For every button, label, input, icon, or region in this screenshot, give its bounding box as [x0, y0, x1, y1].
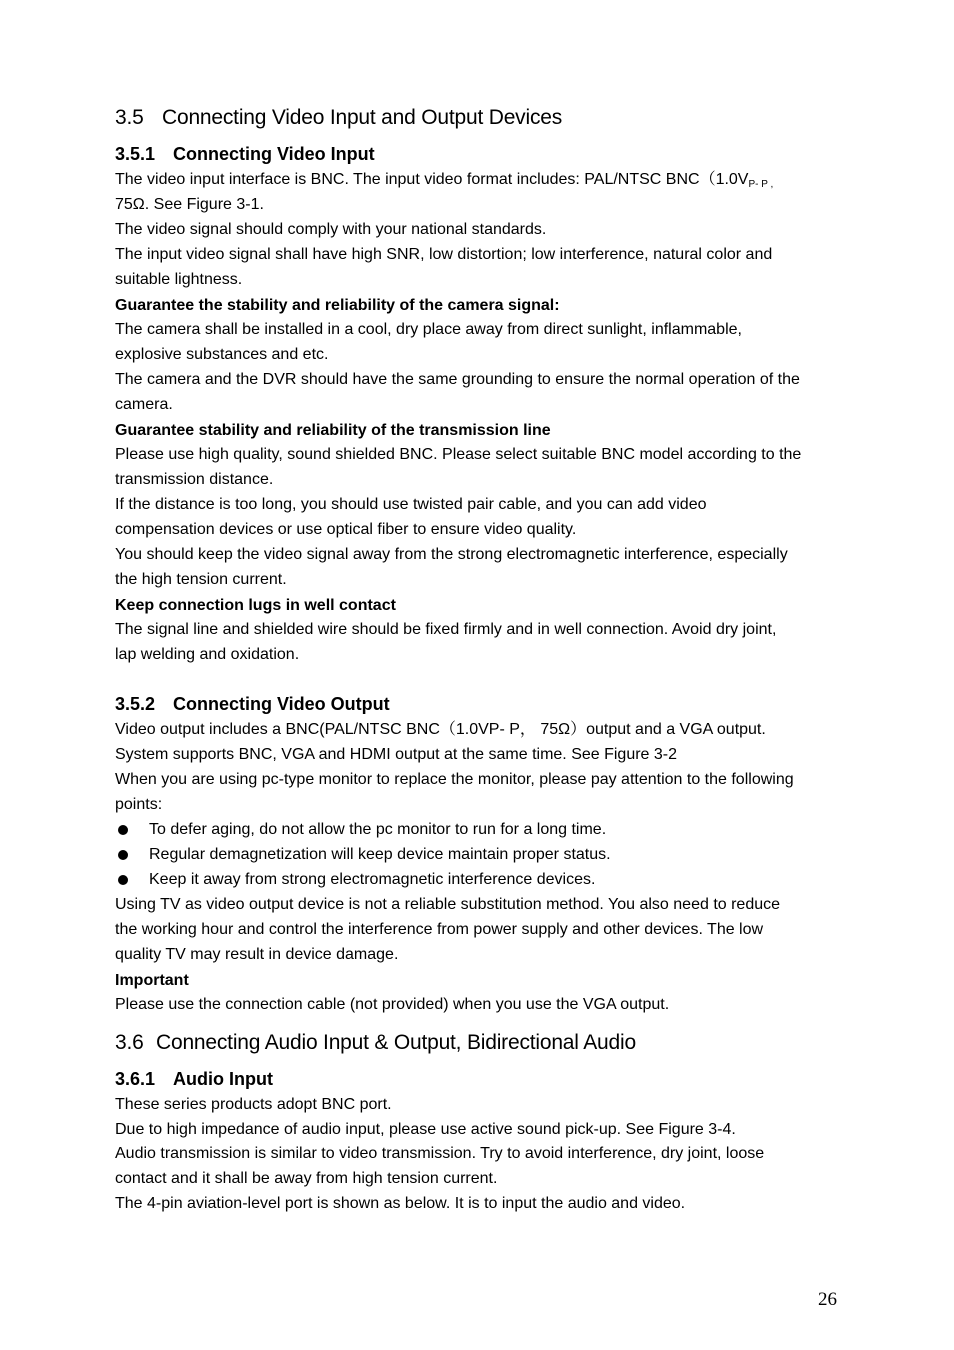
list-item-text: To defer aging, do not allow the pc monitor to run for a long time.: [149, 821, 607, 838]
bullet-icon: [118, 875, 128, 885]
paragraph-impedance: Due to high impedance of audio input, please use active sound pick-up. See Figure 3-4.: [115, 1121, 736, 1138]
section-number: 3.5: [115, 106, 144, 129]
paragraph-grounding: The camera and the DVR should have the same grounding to ensure the normal operation of the: [115, 371, 800, 388]
paragraph-important: Please use the connection cable (not provided) when you use the VGA output.: [115, 996, 670, 1013]
subsection-heading-3-6-1: [115, 1069, 273, 1090]
paragraph-bnc-port: These series products adopt BNC port.: [115, 1096, 392, 1113]
paragraph-signal-line: The signal line and shielded wire should be fixed firmly and in well connection. Avoid dry joint,: [115, 621, 777, 638]
paragraph-output-support: System supports BNC, VGA and HDMI output at the same time. See Figure 3-2: [115, 746, 678, 763]
paragraph-bnc-quality: Please use high quality, sound shielded BNC. Please select suitable BNC model according to the: [115, 446, 802, 463]
section-number: 3.6: [115, 1031, 144, 1054]
section-title: Connecting Video Input and Output Devices: [162, 106, 563, 129]
paragraph-camera-install: The camera shall be installed in a cool, dry place away from direct sunlight, inflammable,: [115, 321, 742, 338]
paragraph-video-output: Video output includes a BNC(PAL/NTSC BNC（1.0VP- P， 75Ω）output and a VGA output.: [115, 721, 766, 738]
page-number: 26: [818, 1289, 837, 1310]
subsection-heading-3-5-1: [115, 144, 375, 165]
list-item-text: Keep it away from strong electromagnetic interference devices.: [149, 871, 596, 888]
paragraph-camera-install-cont: explosive substances and etc.: [115, 346, 329, 363]
paragraph-distance-cont: compensation devices or use optical fiber to ensure video quality.: [115, 521, 577, 538]
paragraph-tv-output-cont: the working hour and control the interference from power supply and other devices. The low: [115, 921, 764, 938]
subsection-number: 3.5.1: [115, 144, 156, 164]
list-item-text: Regular demagnetization will keep device maintain proper status.: [149, 846, 611, 863]
subsection-title: Connecting Video Input: [173, 144, 375, 164]
subsection-number: 3.5.2: [115, 694, 156, 714]
paragraph-pc-monitor-cont: points:: [115, 796, 163, 813]
paragraph-standards: The video signal should comply with your national standards.: [115, 221, 547, 238]
camera-signal-heading: Guarantee the stability and reliability of the camera signal:: [115, 297, 560, 314]
transmission-line-heading: Guarantee stability and reliability of the transmission line: [115, 422, 551, 439]
paragraph-signal-quality: The input video signal shall have high SNR, low distortion; low interference, natural color and: [115, 246, 773, 263]
paragraph-aviation-port: The 4-pin aviation-level port is shown as below. It is to input the audio and video.: [115, 1195, 686, 1212]
paragraph-grounding-cont: camera.: [115, 396, 173, 413]
intro-subscript: P- P ,: [748, 179, 774, 190]
subsection-heading-3-5-2: [115, 694, 390, 715]
intro-text: The video input interface is BNC. The input video format includes: PAL/NTSC BNC（1.0V: [115, 171, 749, 188]
section-heading-3-5: [115, 106, 562, 130]
subsection-title: Connecting Video Output: [173, 694, 390, 714]
bullet-icon: [118, 825, 128, 835]
paragraph-intro-cont: 75Ω. See Figure 3-1.: [115, 196, 264, 213]
bullet-icon: [118, 850, 128, 860]
subsection-title: Audio Input: [173, 1069, 273, 1089]
paragraph-audio-transmission: Audio transmission is similar to video transmission. Try to avoid interference, dry joint, loose: [115, 1145, 765, 1162]
paragraph-interference: You should keep the video signal away from the strong electromagnetic interference, especially: [115, 546, 788, 563]
paragraph-pc-monitor: When you are using pc-type monitor to replace the monitor, please pay attention to the following: [115, 771, 794, 788]
connection-lugs-heading: Keep connection lugs in well contact: [115, 597, 396, 614]
paragraph-tv-output: Using TV as video output device is not a reliable substitution method. You also need to reduce: [115, 896, 781, 913]
subsection-number: 3.6.1: [115, 1069, 156, 1089]
paragraph-tv-output-cont2: quality TV may result in device damage.: [115, 946, 399, 963]
section-heading-3-6: [115, 1031, 636, 1055]
important-heading: Important: [115, 972, 189, 989]
paragraph-interference-cont: the high tension current.: [115, 571, 287, 588]
paragraph-signal-line-cont: lap welding and oxidation.: [115, 646, 300, 663]
section-title: Connecting Audio Input & Output, Bidirectional Audio: [156, 1031, 636, 1054]
paragraph-distance: If the distance is too long, you should use twisted pair cable, and you can add video: [115, 496, 707, 513]
paragraph-audio-transmission-cont: contact and it shall be away from high tension current.: [115, 1170, 498, 1187]
paragraph-signal-quality-cont: suitable lightness.: [115, 271, 243, 288]
paragraph-bnc-quality-cont: transmission distance.: [115, 471, 274, 488]
